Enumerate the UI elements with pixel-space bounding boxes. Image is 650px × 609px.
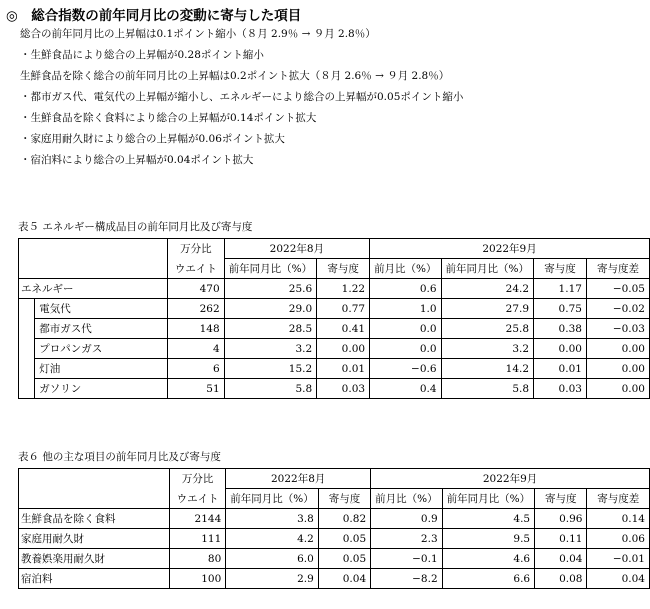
cell-sep-mom: 0.4 — [370, 379, 441, 399]
cell-aug-yoy: 25.6 — [224, 279, 316, 299]
cell-sep-yoy: 6.6 — [442, 569, 534, 589]
table-row — [19, 549, 650, 569]
cell-aug-contrib: 0.00 — [317, 339, 370, 359]
table-row — [19, 359, 650, 379]
cell-diff: −0.01 — [587, 549, 650, 569]
cell-sep-yoy: 4.5 — [442, 509, 534, 529]
cell-weight: 80 — [169, 549, 225, 569]
cell-sep-yoy: 4.6 — [442, 549, 534, 569]
table-row — [19, 279, 650, 299]
weight-subheader: ウエイト — [168, 259, 225, 279]
cell-sep-yoy: 3.2 — [441, 339, 533, 359]
sep-yoy-header: 前年同月比（%） — [441, 259, 533, 279]
summary-line: 総合の前年同月比の上昇幅は0.1ポイント縮小（８月 2.9％ → ９月 2.8％） — [20, 28, 376, 40]
cell-sep-mom: 2.3 — [371, 529, 442, 549]
cell-sep-mom: −0.1 — [371, 549, 442, 569]
row-label: 電気代 — [35, 299, 168, 319]
summary-line: 生鮮食品を除く総合の前年同月比の上昇幅は0.2ポイント拡大（８月 2.6％ → ９月 2.8％） — [20, 70, 450, 82]
cell-sep-contrib: 0.04 — [535, 549, 587, 569]
other-items-table — [18, 468, 650, 589]
cell-sep-contrib: 0.75 — [534, 299, 587, 319]
cell-weight: 111 — [169, 529, 225, 549]
aug-header: 2022年8月 — [224, 239, 369, 259]
sep-contrib-header: 寄与度 — [535, 489, 587, 509]
aug-contrib-header: 寄与度 — [318, 489, 370, 509]
sep-mom-header: 前月比（%） — [370, 259, 441, 279]
cell-sep-yoy: 5.8 — [441, 379, 533, 399]
sep-yoy-header: 前年同月比（%） — [442, 489, 534, 509]
table-row — [19, 379, 650, 399]
cell-aug-contrib: 0.82 — [318, 509, 370, 529]
row-label: プロパンガス — [35, 339, 168, 359]
summary-line: ・生鮮食品により総合の上昇幅が0.28ポイント縮小 — [20, 49, 264, 61]
row-label: 家庭用耐久財 — [19, 529, 170, 549]
weight-subheader: ウエイト — [169, 489, 225, 509]
cell-aug-yoy: 5.8 — [224, 379, 316, 399]
cell-diff: 0.00 — [586, 359, 649, 379]
cell-aug-yoy: 6.0 — [226, 549, 318, 569]
table-row — [19, 529, 650, 549]
cell-aug-contrib: 0.41 — [317, 319, 370, 339]
cell-sep-contrib: 0.08 — [535, 569, 587, 589]
energy-table — [18, 238, 650, 399]
cell-sep-mom: −0.6 — [370, 359, 441, 379]
cell-weight: 4 — [168, 339, 225, 359]
cell-sep-contrib: 0.00 — [534, 339, 587, 359]
cell-weight: 100 — [169, 569, 225, 589]
cell-aug-contrib: 1.22 — [317, 279, 370, 299]
cell-sep-yoy: 9.5 — [442, 529, 534, 549]
summary-line: ・家庭用耐久財により総合の上昇幅が0.06ポイント拡大 — [20, 133, 285, 145]
aug-yoy-header: 前年同月比（%） — [226, 489, 318, 509]
cell-diff: −0.02 — [586, 299, 649, 319]
row-label: 灯油 — [35, 359, 168, 379]
sep-header: 2022年9月 — [370, 239, 650, 259]
row-label: エネルギー — [19, 279, 168, 299]
cell-aug-contrib: 0.01 — [317, 359, 370, 379]
aug-contrib-header: 寄与度 — [317, 259, 370, 279]
table-row — [19, 319, 650, 339]
cell-aug-yoy: 29.0 — [224, 299, 316, 319]
cell-sep-yoy: 14.2 — [441, 359, 533, 379]
table-row — [19, 569, 650, 589]
table-row — [19, 339, 650, 359]
cell-weight: 470 — [168, 279, 225, 299]
cell-aug-contrib: 0.77 — [317, 299, 370, 319]
summary-line: ・生鮮食品を除く食料により総合の上昇幅が0.14ポイント拡大 — [20, 112, 317, 124]
cell-sep-mom: 1.0 — [370, 299, 441, 319]
cell-sep-yoy: 27.9 — [441, 299, 533, 319]
cell-diff: −0.03 — [586, 319, 649, 339]
cell-diff: 0.00 — [586, 339, 649, 359]
cell-sep-contrib: 0.96 — [535, 509, 587, 529]
cell-diff: 0.14 — [587, 509, 650, 529]
cell-aug-yoy: 2.9 — [226, 569, 318, 589]
cell-sep-mom: 0.9 — [371, 509, 442, 529]
cell-sep-mom: −8.2 — [371, 569, 442, 589]
cell-sep-contrib: 0.11 — [535, 529, 587, 549]
table-header-row — [19, 239, 650, 259]
sep-diff-header: 寄与度差 — [586, 259, 649, 279]
table-header-row — [19, 469, 650, 489]
cell-sep-contrib: 1.17 — [534, 279, 587, 299]
cell-weight: 262 — [168, 299, 225, 319]
summary-line: ・宿泊料により総合の上昇幅が0.04ポイント拡大 — [20, 154, 254, 166]
cell-aug-yoy: 28.5 — [224, 319, 316, 339]
cell-aug-yoy: 4.2 — [226, 529, 318, 549]
sep-diff-header: 寄与度差 — [587, 489, 650, 509]
cell-aug-contrib: 0.05 — [318, 549, 370, 569]
cell-aug-yoy: 3.8 — [226, 509, 318, 529]
cell-sep-yoy: 25.8 — [441, 319, 533, 339]
row-label: 教養娯楽用耐久財 — [19, 549, 170, 569]
weight-header: 万分比 — [168, 239, 225, 259]
sep-mom-header: 前月比（%） — [371, 489, 442, 509]
header-blank — [19, 469, 170, 509]
sep-contrib-header: 寄与度 — [534, 259, 587, 279]
cell-sep-contrib: 0.03 — [534, 379, 587, 399]
indent-spacer — [19, 299, 35, 399]
table-row — [19, 509, 650, 529]
table-row — [19, 299, 650, 319]
cell-weight: 148 — [168, 319, 225, 339]
cell-sep-yoy: 24.2 — [441, 279, 533, 299]
header-blank — [19, 239, 168, 279]
cell-sep-mom: 0.6 — [370, 279, 441, 299]
row-label: ガソリン — [35, 379, 168, 399]
row-label: 宿泊料 — [19, 569, 170, 589]
cell-aug-yoy: 3.2 — [224, 339, 316, 359]
table5-caption: 表５ エネルギー構成品目の前年同月比及び寄与度 — [18, 221, 253, 233]
cell-aug-contrib: 0.05 — [318, 529, 370, 549]
cell-diff: 0.00 — [586, 379, 649, 399]
table6-caption: 表６ 他の主な項目の前年同月比及び寄与度 — [18, 451, 221, 463]
cell-sep-contrib: 0.01 — [534, 359, 587, 379]
sep-header: 2022年9月 — [371, 469, 650, 489]
section-heading: ◎ 総合指数の前年同月比の変動に寄与した項目 — [6, 8, 302, 24]
cell-sep-contrib: 0.38 — [534, 319, 587, 339]
row-label: 都市ガス代 — [35, 319, 168, 339]
aug-header: 2022年8月 — [226, 469, 371, 489]
cell-weight: 6 — [168, 359, 225, 379]
weight-header: 万分比 — [169, 469, 225, 489]
cell-weight: 2144 — [169, 509, 225, 529]
aug-yoy-header: 前年同月比（%） — [224, 259, 316, 279]
cell-diff: 0.04 — [587, 569, 650, 589]
summary-line: ・都市ガス代、電気代の上昇幅が縮小し、エネルギーにより総合の上昇幅が0.05ポイント縮小 — [20, 91, 464, 103]
cell-sep-mom: 0.0 — [370, 319, 441, 339]
row-label: 生鮮食品を除く食料 — [19, 509, 170, 529]
cell-aug-contrib: 0.03 — [317, 379, 370, 399]
cell-weight: 51 — [168, 379, 225, 399]
cell-aug-yoy: 15.2 — [224, 359, 316, 379]
cell-diff: −0.05 — [586, 279, 649, 299]
cell-aug-contrib: 0.04 — [318, 569, 370, 589]
cell-diff: 0.06 — [587, 529, 650, 549]
cell-sep-mom: 0.0 — [370, 339, 441, 359]
